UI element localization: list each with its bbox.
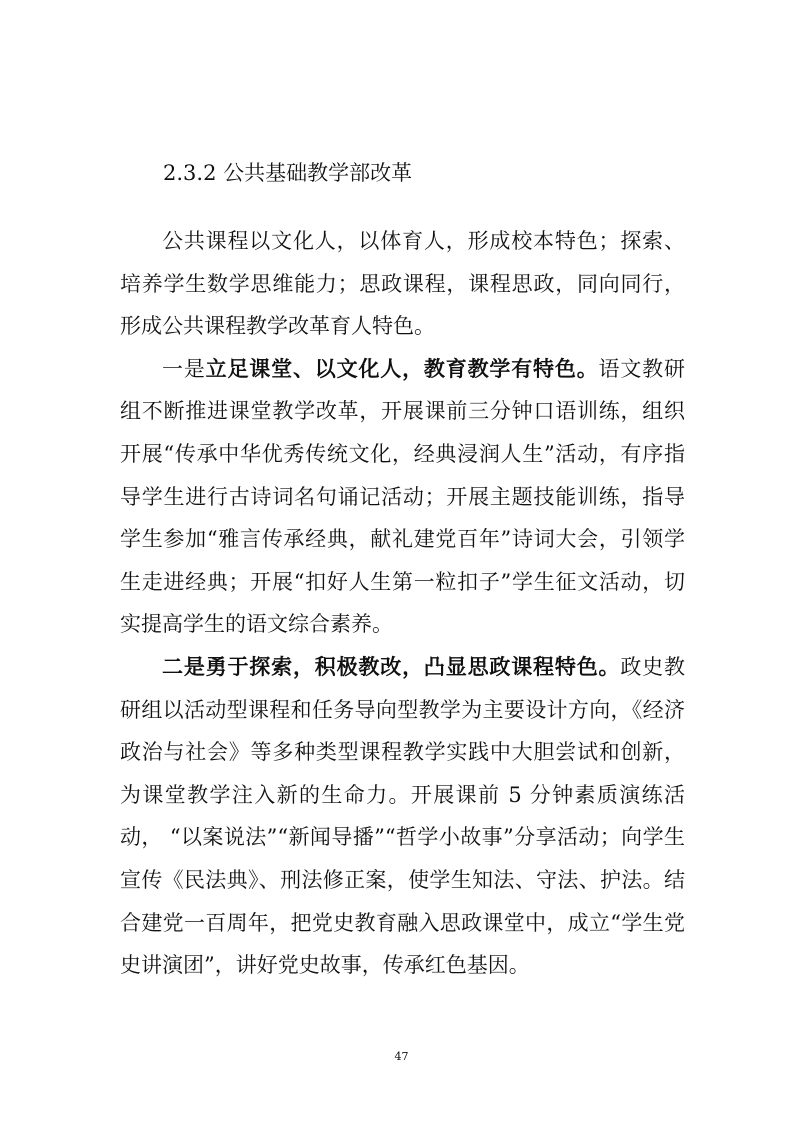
- paragraph-text: 政史教研组以活动型课程和任务导向型教学为主要设计方向，《经济政治与社会》等多种类型课程教学实践中大胆尝试和创新，为课堂教学注入新的生命力。开展课前 5 分钟素质演练活动， “以案说法”“新闻导播”“哲学小故事”分享活动；向学生宣传《民法典》、刑法修正案，使学生知法、守法、护法。结合建党一百周年，把党史教育融入思政课堂中，成立“学生党史讲演团”，讲好党史故事，传承红色基因。: [120, 654, 686, 978]
- paragraph-text: 公共课程以文化人，以体育人，形成校本特色；探索、培养学生数学思维能力；思政课程，课程思政，同向同行，形成公共课程教学改革育人特色。: [120, 229, 685, 339]
- document-body: [120, 220, 685, 987]
- paragraph-chinese-teaching: [120, 348, 685, 646]
- paragraph-ideology-teaching: [120, 646, 685, 987]
- paragraph-text: 语文教研组不断推进课堂教学改革，开展课前三分钟口语训练，组织开展“传承中华优秀传统文化，经典浸润人生”活动，有序指导学生进行古诗词名句诵记活动；开展主题技能训练，指导学生参加“雅言传承经典，献礼建党百年”诗词大会，引领学生走进经典；开展“扣好人生第一粒扣子”学生征文活动，切实提高学生的语文综合素养。: [120, 356, 686, 637]
- paragraph-bold-title: 立足课堂、以文化人，教育教学有特色。: [205, 355, 599, 381]
- paragraph-public-courses: [120, 220, 685, 348]
- section-heading: 2.3.2 公共基础教学部改革: [163, 161, 413, 185]
- paragraph-bold-title: 二是勇于探索，积极教改，凸显思政课程特色。: [162, 653, 621, 679]
- page-number: 47: [394, 1050, 409, 1063]
- paragraph-lead: 一是: [162, 356, 206, 381]
